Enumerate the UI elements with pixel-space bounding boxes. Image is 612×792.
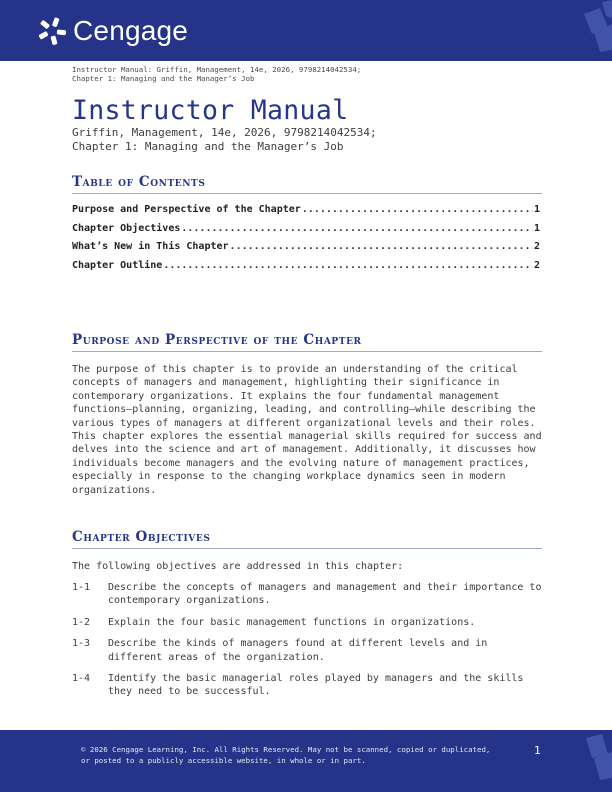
toc-entry-label: Chapter Outline (72, 259, 163, 271)
running-head-line-1: Instructor Manual: Griffin, Management, 14e, 2026, 9798214042534; (72, 65, 362, 74)
objective-item (72, 672, 542, 699)
toc-entry[interactable] (72, 223, 540, 242)
objectives-list (72, 581, 542, 707)
running-head (72, 65, 361, 83)
toc-entry[interactable] (72, 204, 540, 223)
document-subtitle (72, 126, 377, 154)
toc-leader-dots (230, 241, 533, 252)
footer-band (0, 730, 612, 792)
toc-leader-dots (181, 223, 533, 234)
toc-entry[interactable] (72, 241, 540, 260)
subtitle-line-1: Griffin, Management, 14e, 2026, 9798214042534; (72, 126, 377, 139)
objective-item (72, 616, 542, 629)
objective-text: Describe the concepts of managers and management and their importance to contemporary organizations. (108, 582, 542, 607)
corner-decoration (572, 0, 612, 61)
document-title: Instructor Manual (72, 95, 349, 126)
cengage-burst-icon (37, 16, 67, 46)
toc-entry-page: 2 (533, 241, 540, 252)
table-of-contents (72, 204, 540, 278)
objectives-intro: The following objectives are addressed in this chapter: (72, 561, 404, 572)
objective-text: Identify the basic managerial roles played by managers and the skills they need to be successful. (108, 673, 524, 698)
brand-logo[interactable] (37, 14, 188, 48)
objective-item (72, 637, 542, 664)
purpose-paragraph: The purpose of this chapter is to provide an understanding of the critical concepts of managers and management, highlighting their significance in contemporary organizations. It explains the four fundamental management functions—planning, organizing, leading, and controlling—while describing the various types of managers at different organizational levels and their roles. This chapter explores the essential managerial skills required for success and delves into the science and art of management. Additionally, it discusses how individuals become managers and the evolving nature of management practices, especially in response to the changing workplace dynamics seen in modern organizations. (72, 364, 542, 496)
objective-number: 1-3 (72, 638, 91, 650)
toc-entry-label: Purpose and Perspective of the Chapter (72, 204, 301, 215)
toc-leader-dots (302, 204, 533, 215)
toc-entry-page: 1 (533, 204, 540, 215)
toc-leader-dots (163, 260, 533, 271)
objective-number: 1-1 (72, 582, 91, 593)
page-number: 1 (534, 744, 541, 757)
objective-number: 1-2 (72, 616, 91, 628)
objectives-heading: Chapter Objectives (72, 529, 542, 549)
running-head-line-2: Chapter 1: Managing and the Manager’s Job (72, 74, 255, 84)
objective-item (72, 581, 542, 608)
objective-text: Describe the kinds of managers found at different levels and in different areas of the organization. (108, 638, 488, 663)
objective-number: 1-4 (72, 673, 91, 685)
subtitle-line-2: Chapter 1: Managing and the Manager’s Job (72, 140, 344, 153)
toc-entry-page: 2 (533, 259, 540, 271)
footer-corner-decoration (572, 730, 612, 792)
toc-entry-label: Chapter Objectives (72, 222, 181, 234)
purpose-heading: Purpose and Perspective of the Chapter (72, 332, 542, 352)
objective-text: Explain the four basic management functions in organizations. (108, 616, 476, 628)
copyright-notice: © 2026 Cengage Learning, Inc. All Rights Reserved. May not be scanned, copied or duplicated, or posted to a publicly accessible website, in whole or in part. (81, 745, 491, 765)
toc-entry[interactable] (72, 260, 540, 279)
brand-name: Cengage (73, 15, 189, 46)
toc-entry-page: 1 (533, 222, 540, 234)
toc-entry-label: What’s New in This Chapter (72, 241, 229, 252)
header-band (0, 0, 612, 61)
toc-heading: Table of Contents (72, 174, 542, 194)
